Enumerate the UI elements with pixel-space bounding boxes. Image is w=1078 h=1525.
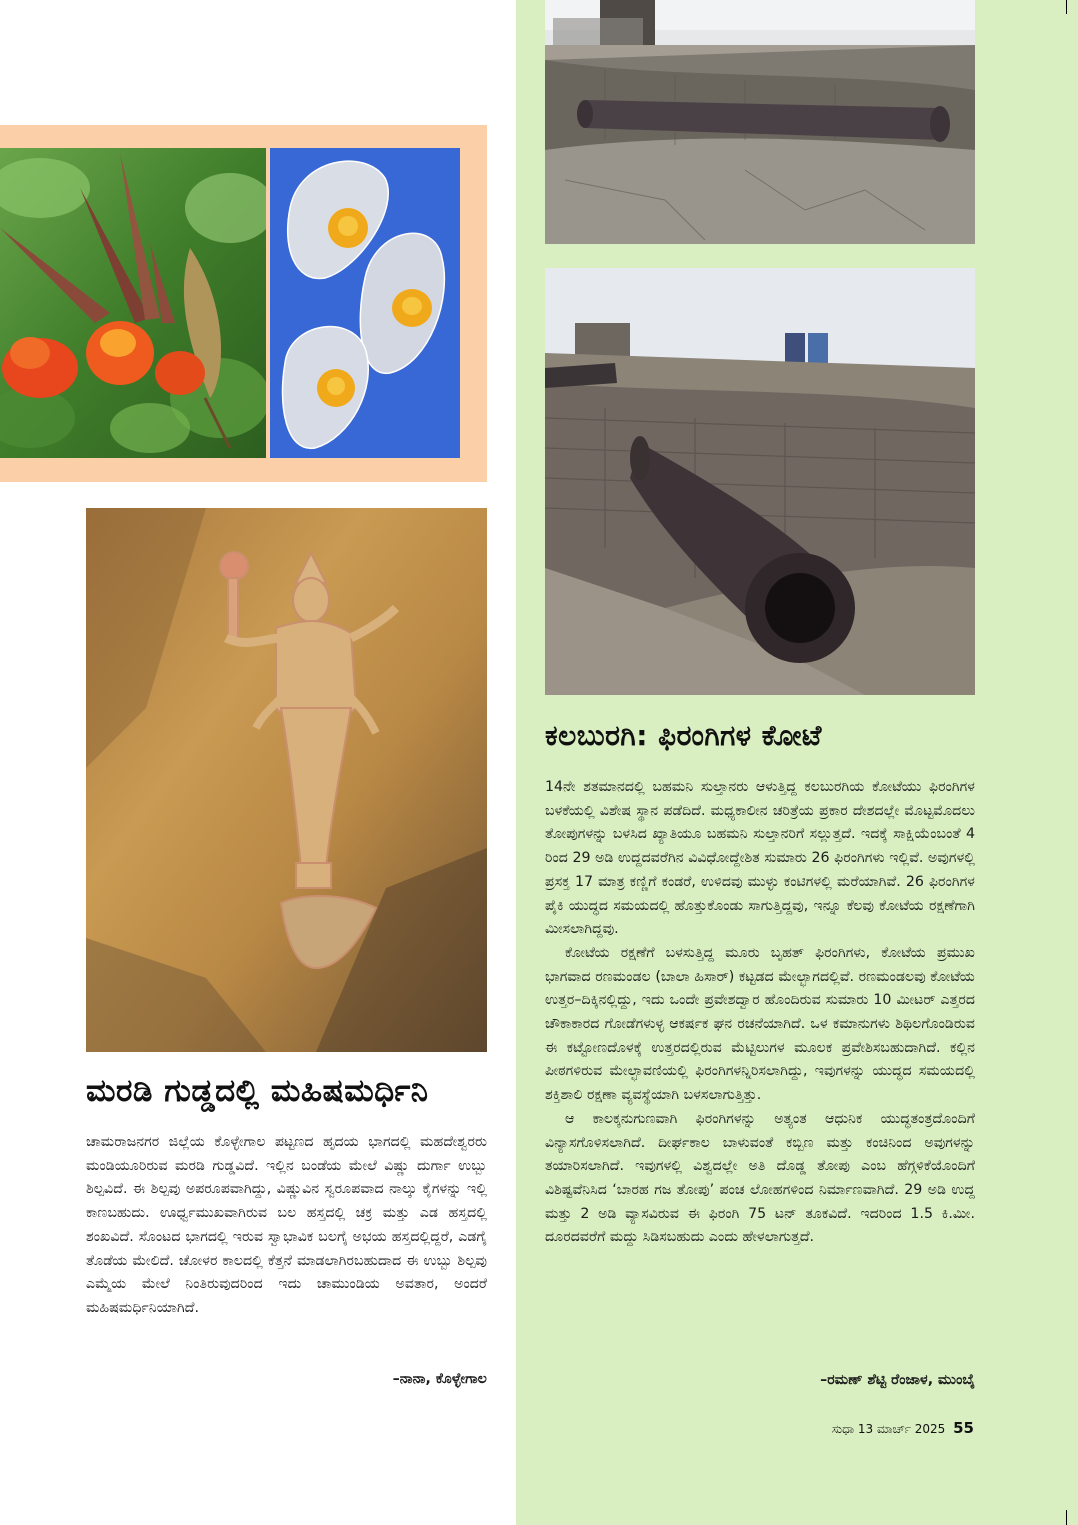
page-folio: [832, 1419, 974, 1437]
right-story-paragraph-1: 14ನೇ ಶತಮಾನದಲ್ಲಿ ಬಹಮನಿ ಸುಲ್ತಾನರು ಆಳುತ್ತಿದ್ದ ಕಲಬುರಗಿಯ ಕೋಟೆಯು ಫಿರಂಗಿಗಳ ಬಳಕೆಯಲ್ಲಿ ವಿಶೇಷ ಸ್ಥಾನ ಪಡೆದಿದೆ. ಮಧ್ಯಕಾಲೀನ ಚರಿತ್ರೆಯ ಪ್ರಕಾರ ದೇಶದಲ್ಲೇ ಮೊಟ್ಟಮೊದಲು ತೋಪುಗಳನ್ನು ಬಳಸಿದ ಖ್ಯಾತಿಯೂ ಬಹಮನಿ ಸುಲ್ತಾನರಿಗೆ ಸಲ್ಲುತ್ತದೆ. ಇದಕ್ಕೆ ಸಾಕ್ಷಿಯೆಂಬಂತೆ 4 ರಿಂದ 29 ಅಡಿ ಉದ್ದದವರೆಗಿನ ವಿವಿಧೋದ್ದೇಶಿತ ಸುಮಾರು 26 ಫಿರಂಗಿಗಳು ಇಲ್ಲಿವೆ. ಅವುಗಳಲ್ಲಿ ಪ್ರಸಕ್ತ 17 ಮಾತ್ರ ಕಣ್ಣಿಗೆ ಕಂಡರೆ, ಉಳಿದವು ಮುಳ್ಳು ಕಂಟಿಗಳಲ್ಲಿ ಮರೆಯಾಗಿವೆ. 26 ಫಿರಂಗಿಗಳ ಪೈಕಿ ಯುದ್ಧದ ಸಮಯದಲ್ಲಿ ಹೊತ್ತುಕೊಂಡು ಸಾಗುತ್ತಿದ್ದವು, ಇನ್ನೂ ಕೆಲವು ಕೋಟೆಯ ರಕ್ಷಣೆಗಾಗಿ ಮೀಸಲಾಗಿದ್ದವು.: [545, 779, 975, 938]
left-story-paragraph: ಚಾಮರಾಜನಗರ ಜಿಲ್ಲೆಯ ಕೊಳ್ಳೇಗಾಲ ಪಟ್ಟಣದ ಹೃದಯ ಭಾಗದಲ್ಲಿ ಮಹದೇಶ್ವರರು ಮಂಡಿಯೂರಿರುವ ಮರಡಿ ಗುಡ್ಡವಿದೆ. ಇಲ್ಲಿನ ಬಂಡೆಯ ಮೇಲೆ ವಿಷ್ಣು ದುರ್ಗಾ ಉಬ್ಬು ಶಿಲ್ಪವಿದೆ. ಈ ಶಿಲ್ಪವು ಅಪರೂಪವಾಗಿದ್ದು, ವಿಷ್ಣುವಿನ ಸ್ವರೂಪವಾದ ನಾಲ್ಕು ಕೈಗಳನ್ನು ಇಲ್ಲಿ ಕಾಣಬಹುದು. ಊರ್ಧ್ವಮುಖವಾಗಿರುವ ಬಲ ಹಸ್ತದಲ್ಲಿ ಚಕ್ರ ಮತ್ತು ಎಡ ಹಸ್ತದಲ್ಲಿ ಶಂಖವಿದೆ. ಸೊಂಟದ ಭಾಗದಲ್ಲಿ ಇರುವ ಸ್ವಾಭಾವಿಕ ಬಲಗೈ ಅಭಯ ಹಸ್ತದಲ್ಲಿದ್ದರೆ, ಎಡಗೈ ತೊಡೆಯ ಮೇಲಿದೆ. ಚೋಳರ ಕಾಲದಲ್ಲಿ ಕೆತ್ತನೆ ಮಾಡಲಾಗಿರಬಹುದಾದ ಈ ಉಬ್ಬು ಶಿಲ್ಪವು ಎಮ್ಮೆಯ ಮೇಲೆ ನಿಂತಿರುವುದರಿಂದ ಇದು ಚಾಮುಂಡಿಯ ಅವತಾರ, ಅಂದರೆ ಮಹಿಷಮರ್ಧಿನಿಯಾಗಿದೆ.: [86, 1134, 487, 1316]
right-story-paragraph-2: ಕೋಟೆಯ ರಕ್ಷಣೆಗೆ ಬಳಸುತ್ತಿದ್ದ ಮೂರು ಬೃಹತ್ ಫಿರಂಗಿಗಳು, ಕೋಟೆಯ ಪ್ರಮುಖ ಭಾಗವಾದ ರಣಮಂಡಲ (ಬಾಲಾ ಹಿಸಾರ್) ಕಟ್ಟಡದ ಮೇಲ್ಭಾಗದಲ್ಲಿವೆ. ರಣಮಂಡಲವು ಕೋಟೆಯ ಉತ್ತರ–ದಿಕ್ಕಿನಲ್ಲಿದ್ದು, ಇದು ಒಂದೇ ಪ್ರವೇಶದ್ವಾರ ಹೊಂದಿರುವ ಸುಮಾರು 10 ಮೀಟರ್ ಎತ್ತರದ ಚೌಕಾಕಾರದ ಗೋಡೆಗಳುಳ್ಳ ಆಕರ್ಷಕ ಘನ ರಚನೆಯಾಗಿದೆ. ಒಳ ಕಮಾನುಗಳು ಶಿಥಿಲಗೊಂಡಿರುವ ಈ ಕಟ್ಟೋಣದೊಳಕ್ಕೆ ಉತ್ತರದಲ್ಲಿರುವ ಮೆಟ್ಟಿಲುಗಳ ಮೂಲಕ ಪ್ರವೇಶಿಸಬಹುದಾಗಿದೆ. ಕಲ್ಲಿನ ಪೀಠಗಳಿರುವ ಮೇಲ್ಛಾವಣಿಯಲ್ಲಿ ಫಿರಂಗಿಗಳನ್ನಿರಿಸಲಾಗಿದ್ದು, ಇವುಗಳನ್ನು ಯುದ್ಧದ ಸಮಯದಲ್ಲಿ ಶಕ್ತಿಶಾಲಿ ರಕ್ಷಣಾ ವ್ಯವಸ್ಥೆಯಾಗಿ ಬಳಸಲಾಗುತ್ತಿತ್ತು.: [545, 944, 975, 1104]
tulip-tree-flower-photo: [0, 148, 266, 458]
right-story-paragraph-3: ಆ ಕಾಲಕ್ಕನುಗುಣವಾಗಿ ಫಿರಂಗಿಗಳನ್ನು ಅತ್ಯಂತ ಆಧುನಿಕ ಯುದ್ಧತಂತ್ರದೊಂದಿಗೆ ವಿನ್ಯಾಸಗೊಳಿಸಲಾಗಿದೆ. ದೀರ್ಘಕಾಲ ಬಾಳುವಂತೆ ಕಬ್ಬಿಣ ಮತ್ತು ಕಂಚಿನಿಂದ ಅವುಗಳನ್ನು ತಯಾರಿಸಲಾಗಿದೆ. ಇವುಗಳಲ್ಲಿ ವಿಶ್ವದಲ್ಲೇ ಅತಿ ದೊಡ್ಡ ತೋಪು ಎಂಬ ಹೆಗ್ಗಳಿಕೆಯೊಂದಿಗೆ ವಿಶಿಷ್ಟವೆನಿಸಿದ ‘ಬಾರಹ ಗಜ ತೋಪು’ ಪಂಚ ಲೋಹಗಳಿಂದ ನಿರ್ಮಾಣವಾಗಿದೆ. 29 ಅಡಿ ಉದ್ದ ಮತ್ತು 2 ಅಡಿ ವ್ಯಾಸವಿರುವ ಈ ಫಿರಂಗಿ 75 ಟನ್ ತೂಕವಿದೆ. ಇದರಿಂದ 1.5 ಕಿ.ಮೀ. ದೂರದವರೆಗೆ ಮದ್ದು ಸಿಡಿಸಬಹುದು ಎಂದು ಹೇಳಲಾಗುತ್ತದೆ.: [545, 1110, 975, 1246]
mahishamardini-relief-photo: [86, 508, 487, 1052]
crop-mark-top: [1066, 0, 1067, 14]
seeds-photo: [270, 148, 460, 458]
right-story-body: [545, 776, 975, 1250]
right-story-title: ಕಲಬುರಗಿ: ಫಿರಂಗಿಗಳ ಕೋಟೆ: [545, 719, 822, 752]
page-number: 55: [953, 1419, 974, 1437]
left-story-body: [86, 1131, 487, 1321]
right-story-byline: –ರಮಣ್ ಶೆಟ್ಟಿ ರೆಂಜಾಳ, ಮುಂಬೈ: [820, 1372, 975, 1388]
fort-cannon-photo-top: [545, 0, 975, 244]
fort-cannon-photo-bottom: [545, 268, 975, 695]
folio-magazine-date: ಸುಧಾ 13 ಮಾರ್ಚ್ 2025: [831, 1422, 946, 1436]
left-story-byline: –ನಾನಾ, ಕೊಳ್ಳೇಗಾಲ: [392, 1371, 487, 1387]
crop-mark-bottom: [1066, 1510, 1067, 1525]
left-story-title: ಮರಡಿ ಗುಡ್ಡದಲ್ಲಿ ಮಹಿಷಮರ್ಧಿನಿ: [86, 1073, 429, 1109]
